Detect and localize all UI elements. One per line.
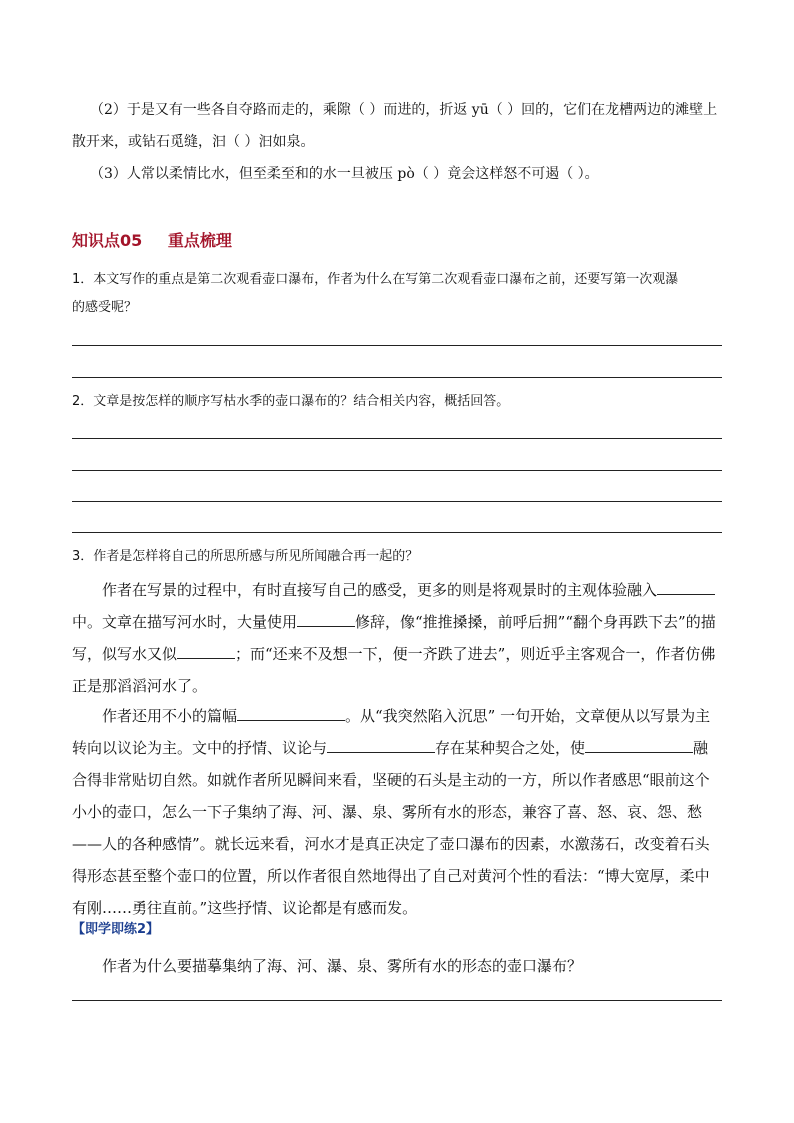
section-label: 知识点05 bbox=[72, 231, 143, 250]
exercise-line: （2）于是又有一些各自夺路而走的，乘隙（ ）而进的，折返 yū（ ）回的，它们在龙槽两边的滩壁上 bbox=[90, 102, 718, 118]
answer-text: 作者还用不小的篇幅 bbox=[102, 707, 238, 725]
exercise-line: （3）人常以柔情比水，但至柔至和的水一旦被压 pò（ ）竟会这样怒不可遏（ ）。 bbox=[90, 166, 599, 182]
fill-blank[interactable] bbox=[327, 736, 435, 753]
answer-text: 融合得非常贴切自然。如就作者所见瞬间来看，坚硬的石头是主动的一方，所以作者感思“眼前这个小小的壶口，怎么一下子集纳了海、河、瀑、泉、雾所有水的形态，兼容了喜、怒、哀、怨、愁——人的各种感情”。就长远来看，河水才是真正决定了壶口瀑布的因素，水激荡石，改变着石头得形态甚至整个壶口的位置，所以作者很自然地得出了自己对黄河个性的看法：“博大宽厚，柔中有刚……勇往直前。”这些抒情、议论都是有感而发。 bbox=[72, 739, 710, 917]
answer-line[interactable] bbox=[72, 501, 722, 502]
question-2 bbox=[72, 388, 722, 416]
question-text: 的感受呢？ bbox=[72, 300, 138, 315]
answer-text: 修辞，像“推推搡搡，前呼后拥”“翻个身再跌下去”的描写，似写水又似 bbox=[72, 613, 716, 663]
answer-line[interactable] bbox=[72, 1000, 722, 1001]
section-title: 重点梳理 bbox=[167, 231, 232, 250]
question-text: 2．文章是按怎样的顺序写枯水季的壶口瀑布的？结合相关内容，概括回答。 bbox=[72, 394, 510, 409]
fill-blank[interactable] bbox=[297, 610, 355, 627]
fill-blank[interactable] bbox=[177, 642, 235, 659]
answer-paragraph-2 bbox=[72, 700, 722, 924]
exercise-lines bbox=[72, 94, 722, 190]
question-1 bbox=[72, 266, 722, 322]
section-heading bbox=[72, 228, 252, 251]
fill-blank[interactable] bbox=[237, 704, 345, 721]
exercise-line: 散开来，或钻石觅缝，汩（ ）汩如泉。 bbox=[72, 134, 315, 150]
practice-question bbox=[72, 950, 722, 982]
answer-line[interactable] bbox=[72, 377, 722, 378]
answer-line[interactable] bbox=[72, 438, 722, 439]
question-3 bbox=[72, 543, 722, 571]
answer-line[interactable] bbox=[72, 345, 722, 346]
answer-text: 。从“我突然陷入沉思” 一句开始，文章便从以写景为主转向以议论为主。文中的抒情、议论与 bbox=[72, 707, 711, 757]
question-text: 3．作者是怎样将自己的所思所感与所见所闻融合再一起的？ bbox=[72, 549, 419, 564]
answer-line[interactable] bbox=[72, 532, 722, 533]
answer-paragraph-1 bbox=[72, 574, 722, 702]
answer-text: 中。文章在描写河水时，大量使用 bbox=[72, 613, 298, 631]
answer-text: 作者在写景的过程中，有时直接写自己的感受，更多的则是将观景时的主观体验融入 bbox=[102, 581, 658, 599]
answer-text: ；而“还来不及想一下，便一齐跌了进去”，则近乎主客观合一，作者仿佛正是那滔滔河水了。 bbox=[72, 645, 716, 695]
practice-question-text: 作者为什么要描摹集纳了海、河、瀑、泉、雾所有水的形态的壶口瀑布？ bbox=[102, 957, 583, 975]
answer-text: 存在某种契合之处，使 bbox=[435, 739, 586, 757]
fill-blank[interactable] bbox=[657, 578, 715, 595]
question-text: 1．本文写作的重点是第二次观看壶口瀑布，作者为什么在写第二次观看壶口瀑布之前，还要写第一次观瀑 bbox=[72, 272, 679, 287]
answer-line[interactable] bbox=[72, 470, 722, 471]
fill-blank[interactable] bbox=[585, 736, 693, 753]
practice-tag: 【即学即练2】 bbox=[72, 922, 160, 937]
